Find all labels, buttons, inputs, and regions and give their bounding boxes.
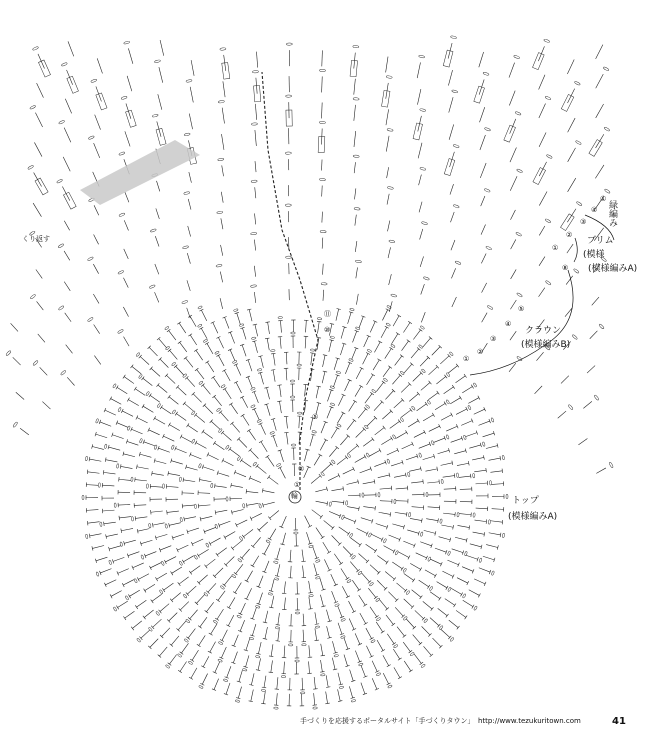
- row-marker-crown-2: ②: [477, 348, 484, 356]
- footer-url: http://www.tezukuritown.com: [478, 717, 581, 725]
- brim-title: ブリム: [587, 236, 614, 246]
- row-marker-crown-4: ④: [505, 320, 512, 328]
- row-marker-brim-4: ④: [591, 206, 598, 214]
- row-marker-brim-8: ⑧: [562, 264, 569, 272]
- row-marker-crown-1: ①: [463, 355, 470, 363]
- edge-label: 緑編み: [607, 200, 617, 227]
- row-marker-center-10: ⑩: [324, 326, 331, 334]
- row-marker-center-5: ⑤: [312, 413, 319, 421]
- row-marker-edge-1: ①: [600, 195, 607, 203]
- crown-title: クラウン: [525, 326, 562, 336]
- row-marker-brim-1: ①: [552, 244, 559, 252]
- repeat-highlight: [80, 140, 200, 205]
- stitch-pattern: [6, 35, 614, 709]
- repeat-label: くり返す: [22, 235, 50, 243]
- row-marker-brim-2: ②: [566, 231, 573, 239]
- brim-sub: (模様編みA): [588, 264, 638, 274]
- top-sub: (模様編みA): [508, 512, 558, 522]
- row-marker-crown-5: ⑤: [518, 305, 525, 313]
- brim-sub-1: (模様: [583, 250, 605, 260]
- row-marker-center-2: ②: [298, 465, 305, 473]
- top-title: トップ: [512, 496, 539, 506]
- row-marker-center-11: ⑪: [324, 310, 331, 318]
- page-number: 41: [612, 716, 626, 727]
- leader-brim: [574, 238, 577, 262]
- ring-label: 輪: [291, 492, 298, 500]
- footer-site-text: 手づくりを応援するポータルサイト「手づくりタウン」: [300, 717, 475, 725]
- row-marker-center-1: ①: [294, 481, 301, 489]
- row-marker-brim-3: ③: [580, 218, 587, 226]
- crown-sub: (模様編みB): [521, 340, 571, 350]
- row-marker-crown-3: ③: [490, 335, 497, 343]
